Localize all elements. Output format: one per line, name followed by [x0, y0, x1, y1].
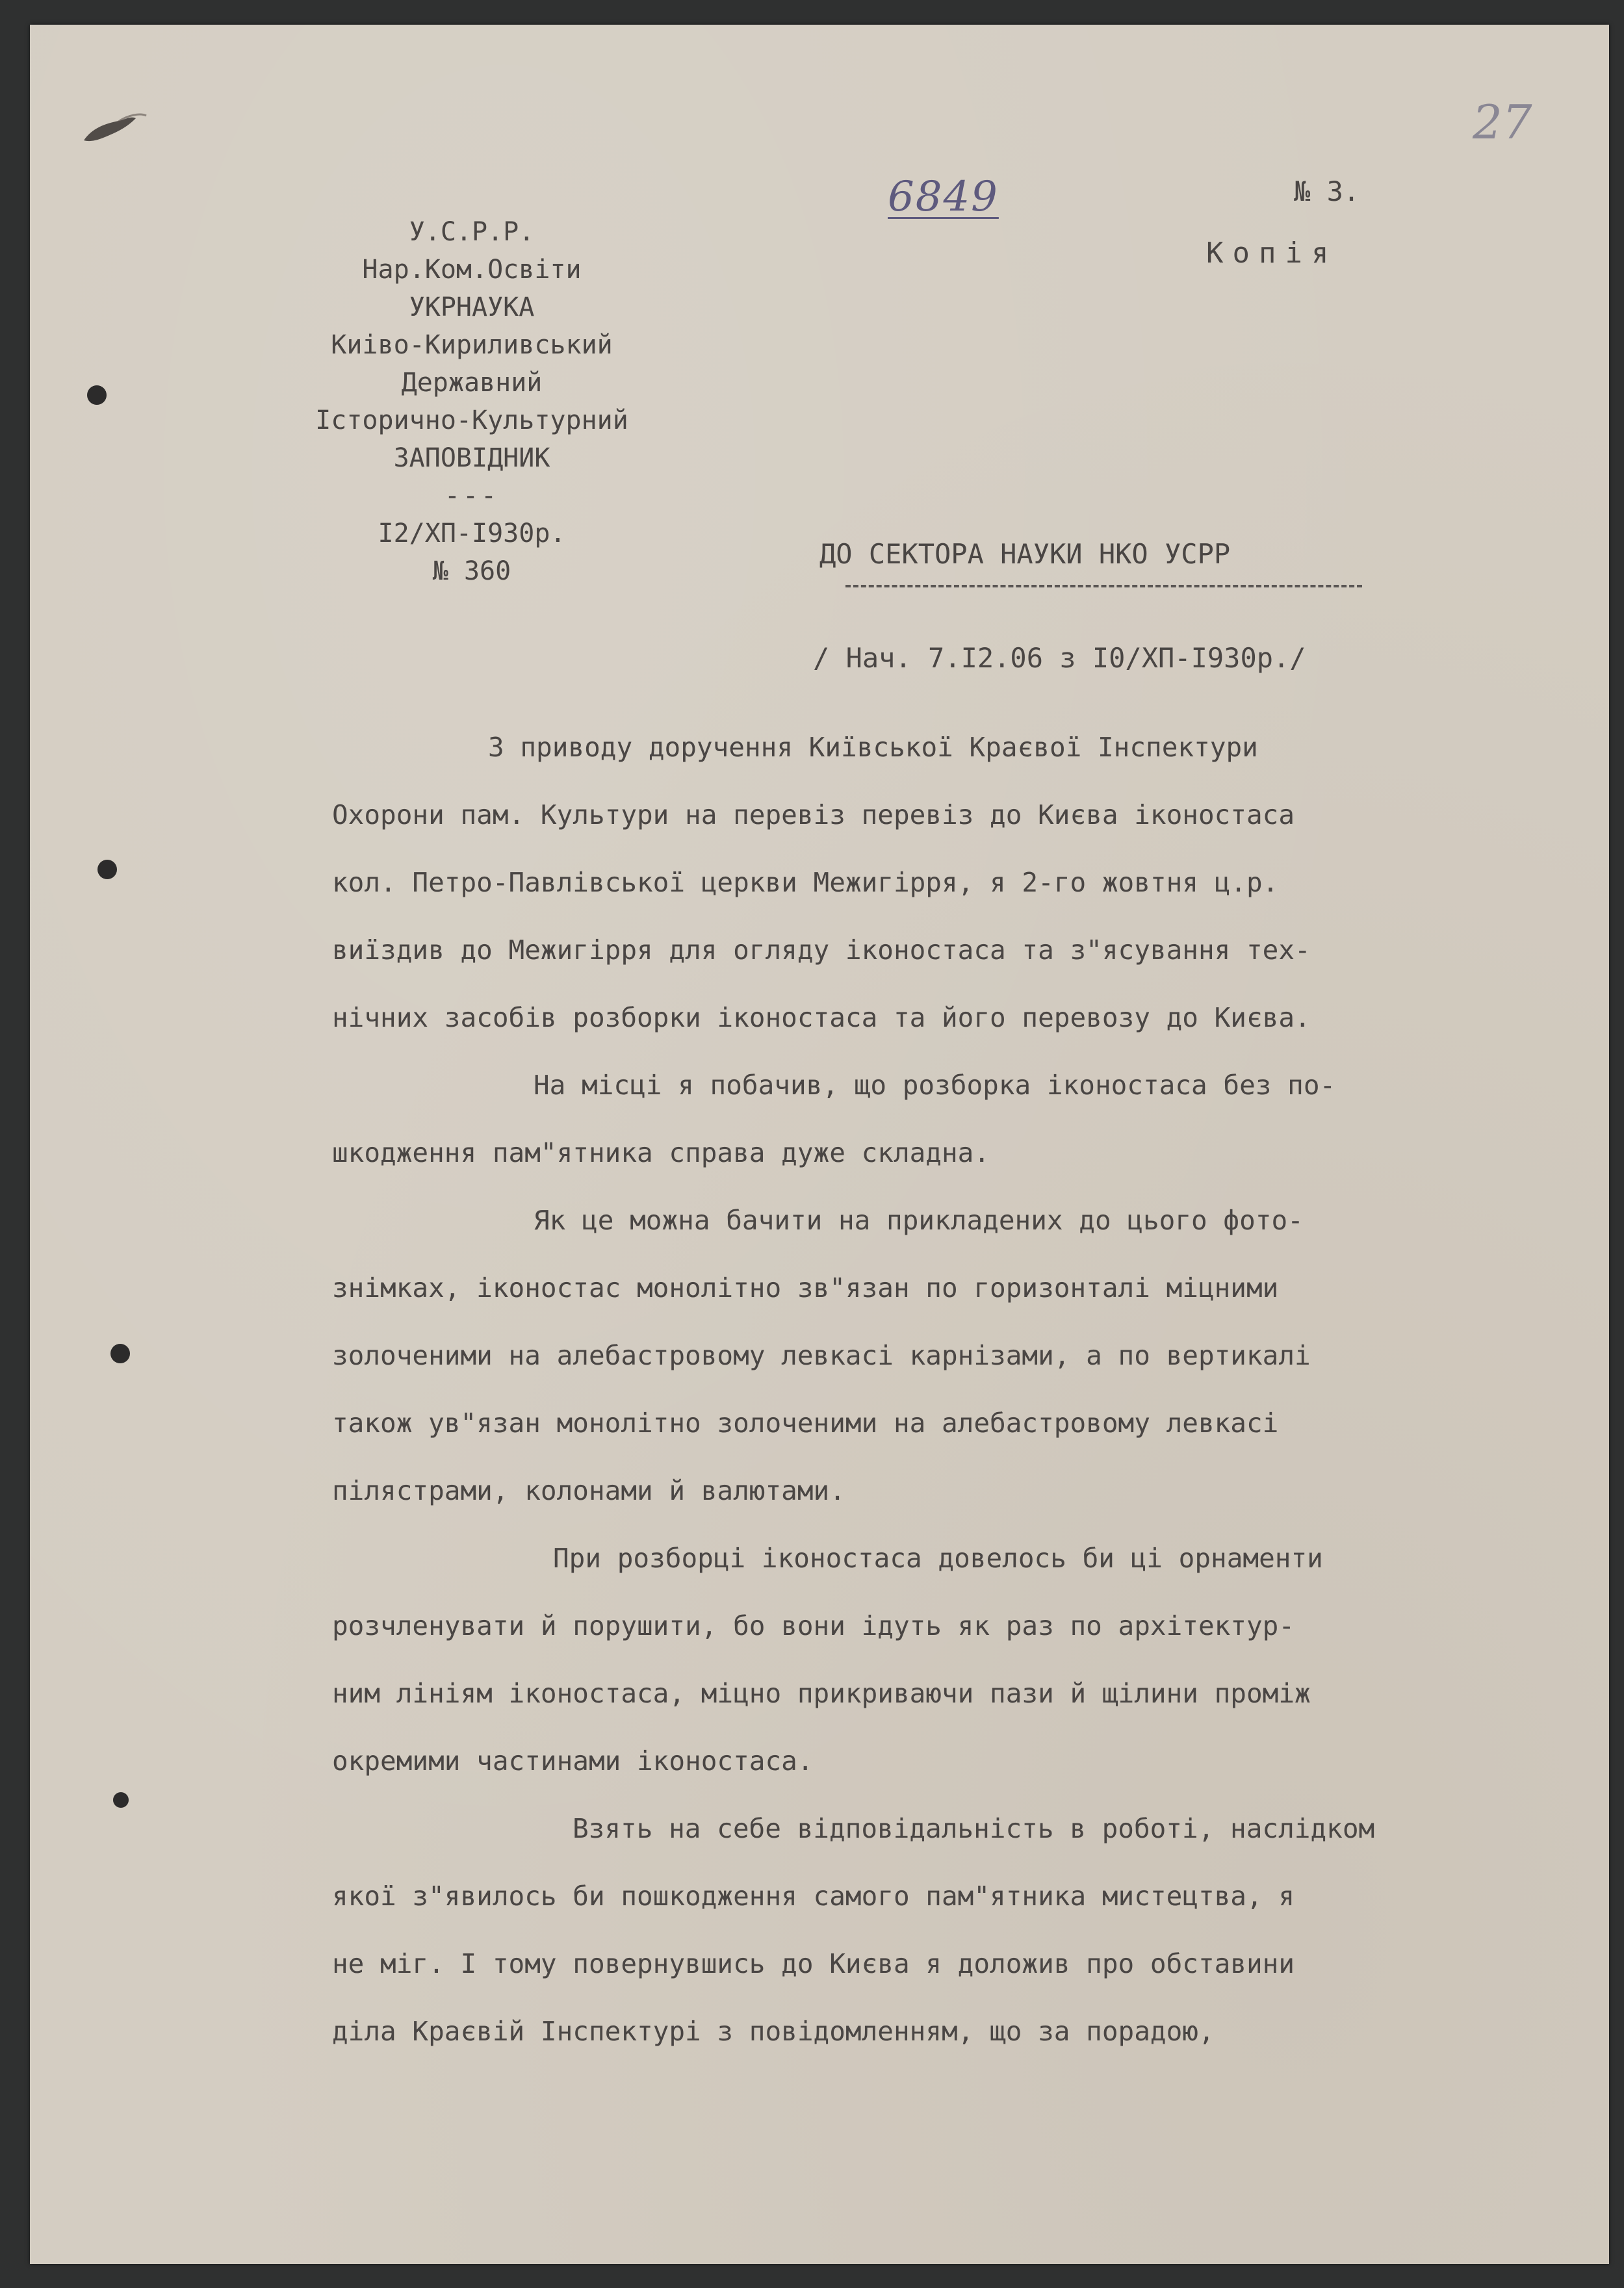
folio-number: 27 — [1473, 95, 1532, 149]
body-line: також ув"язан монолітно золоченими на алебастровому левкасі — [332, 1408, 1279, 1439]
reference-line: / Нач. 7.І2.06 з І0/ХП-І930р./ — [813, 642, 1306, 674]
punch-hole — [87, 385, 107, 405]
body-line: ним лініям іконостаса, міцно прикриваючи пази й щілини проміж — [332, 1678, 1311, 1709]
sender-line: УКРНАУКА — [409, 292, 535, 322]
sender-line: Державний — [401, 368, 543, 398]
body-line: Охорони пам. Культури на перевіз перевіз до Києва іконостаса — [332, 799, 1295, 830]
body-line: кол. Петро-Павлівської церкви Межигірря, я 2-го жовтня ц.р. — [332, 867, 1279, 898]
body-line: пілястрами, колонами й валютами. — [332, 1475, 845, 1506]
body-line: Взять на себе відповідальність в роботі, наслідком — [573, 1813, 1375, 1844]
copy-label: Копія — [1206, 237, 1338, 270]
sender-line: ЗАПОВІДНИК — [393, 443, 550, 473]
sender-line: Історично-Культурний — [315, 405, 628, 435]
body-line: На місці я побачив, що розборка іконостаса без по- — [534, 1070, 1336, 1101]
document-number: № 3. — [1294, 175, 1360, 207]
body-line: розчленувати й порушити, бо вони ідуть як раз по архітектур- — [332, 1610, 1295, 1641]
document-page — [30, 25, 1609, 2264]
letter-body — [30, 25, 1609, 2264]
body-line: шкодження пам"ятника справа дуже складна. — [332, 1137, 990, 1168]
body-line: знімках, іконостас монолітно зв"язан по горизонталі міцними — [332, 1272, 1279, 1304]
body-line: золоченими на алебастровому левкасі карнізами, а по вертикалі — [332, 1340, 1311, 1371]
sender-outgoing-number: № 360 — [432, 556, 511, 586]
body-line: При розборці іконостаса довелось би ці орнаменти — [553, 1543, 1323, 1574]
punch-hole — [113, 1792, 129, 1808]
sender-separator: --- — [444, 481, 500, 511]
sender-line: У.С.Р.Р. — [409, 217, 535, 247]
body-line: якої з"явилось би пошкодження самого пам"ятника мистецтва, я — [332, 1881, 1295, 1912]
sender-line: Киіво-Кириливський — [331, 330, 613, 360]
body-line: З приводу доручення Київської Краєвої Інспектури — [488, 732, 1258, 763]
punch-hole — [97, 860, 117, 879]
punch-hole — [110, 1344, 130, 1363]
body-line: Як це можна бачити на прикладених до цього фото- — [534, 1205, 1304, 1236]
sender-line: Нар.Ком.Освіти — [362, 255, 582, 285]
archive-number-handwritten: 6849 — [888, 173, 999, 221]
addressee-line: ДО СЕКТОРА НАУКИ НКО УСРР — [819, 538, 1231, 570]
body-line: нічних засобів розборки іконостаса та його перевозу до Києва. — [332, 1002, 1311, 1033]
sender-date: І2/ХП-І930р. — [378, 519, 566, 548]
body-line: виїздив до Межигірря для огляду іконостаса та з"ясування тех- — [332, 934, 1311, 966]
body-line: не міг. І тому повернувшись до Києва я доложив про обставини — [332, 1948, 1295, 1979]
body-line: діла Краєвій Інспектурі з повідомленням, що за порадою, — [332, 2016, 1215, 2047]
body-line: окремими частинами іконостаса. — [332, 1745, 814, 1777]
